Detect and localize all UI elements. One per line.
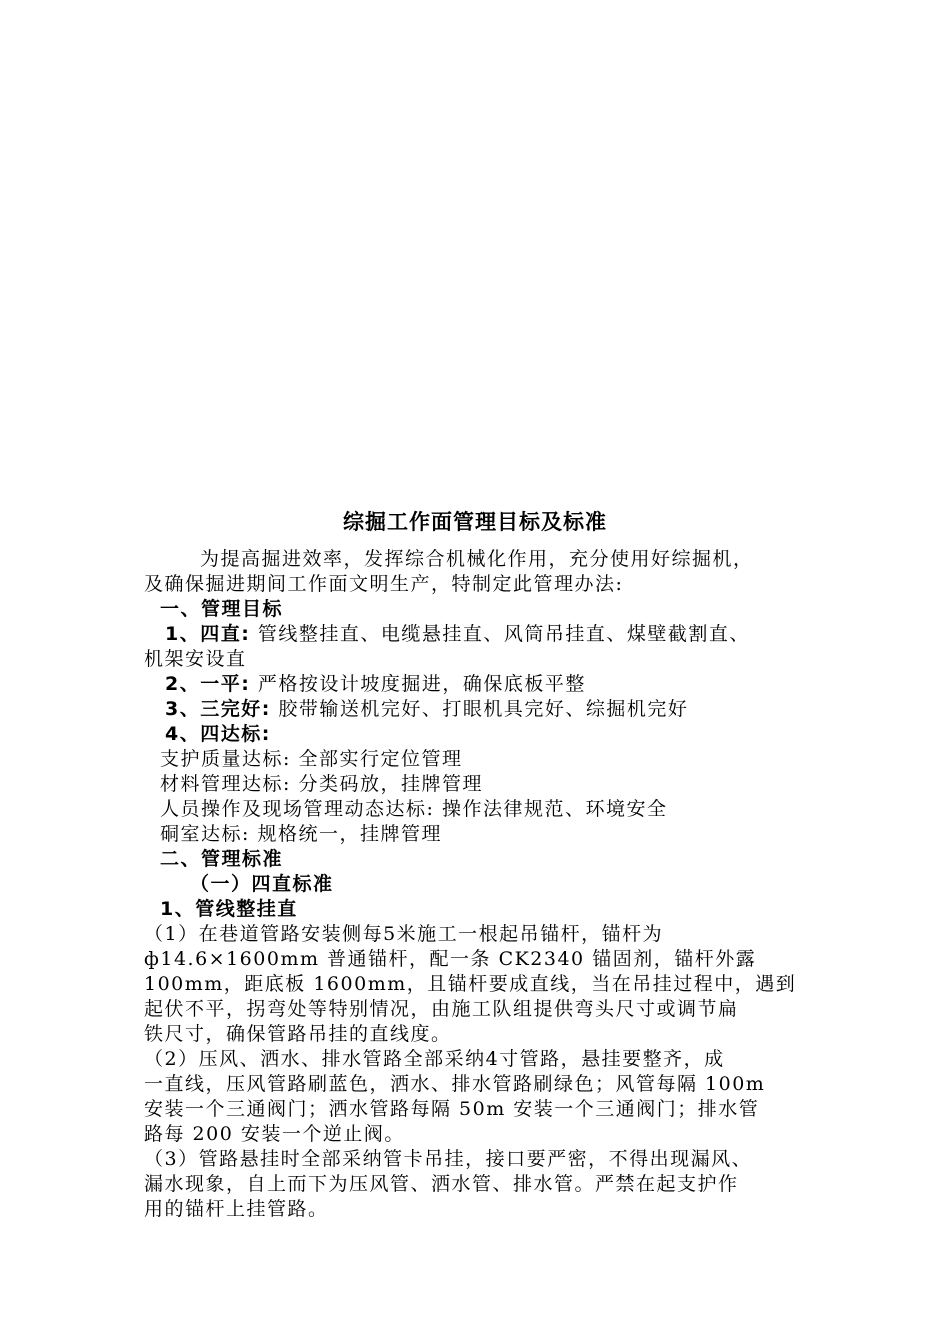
- target-item-3-text: 胶带输送机完好、打眼机具完好、综掘机完好: [278, 698, 689, 720]
- target-item-3: [165, 697, 688, 722]
- intro-line-1: 为提高掘进效率，发挥综合机械化作用，充分使用好综掘机，: [200, 548, 754, 570]
- target-item-3-label: 3、三完好:: [165, 698, 271, 720]
- para2-line-3: 安装一个三通阀门；洒水管路每隔 50m 安装一个三通阀门；排水管: [144, 1098, 760, 1120]
- para3-line-2: 漏水现象，自上而下为压风管、洒水管、排水管。严禁在起支护作: [144, 1173, 739, 1195]
- para2-line-4: 路每 200 安装一个逆止阀。: [144, 1123, 405, 1145]
- standard-line-4: 硐室达标: 规格统一，挂牌管理: [160, 823, 442, 845]
- para1-line-5: 铁尺寸，确保管路吊挂的直线度。: [144, 1023, 452, 1045]
- para1-line-2: ф14.6×1600mm 普通锚杆，配一条 CK2340 锚固剂，锚杆外露: [144, 948, 757, 970]
- para1-line-4: 起伏不平，拐弯处等特别情况，由施工队组提供弯头尺寸或调节扁: [144, 998, 739, 1020]
- para1-line-3: 100mm，距底板 1600mm，且锚杆要成直线，当在吊挂过程中，遇到: [144, 973, 797, 995]
- target-item-1-label: 1、四直:: [165, 623, 251, 645]
- para3-line-3: 用的锚杆上挂管路。: [144, 1198, 329, 1220]
- standard-line-3: 人员操作及现场管理动态达标: 操作法律规范、环境安全: [160, 798, 668, 820]
- target-item-2-text: 严格按设计坡度掘进，确保底板平整: [257, 673, 586, 695]
- target-item-1-continued: 机架安设直: [144, 648, 247, 670]
- target-item-4-label: 4、四达标:: [165, 723, 271, 745]
- section2-heading: 二、管理标准: [160, 848, 284, 870]
- target-item-1: [165, 622, 750, 647]
- target-item-1-text: 管线整挂直、电缆悬挂直、风筒吊挂直、煤壁截割直、: [257, 623, 750, 645]
- para2-line-2: 一直线，压风管路刷蓝色，洒水、排水管路刷绿色；风管每隔 100m: [144, 1073, 766, 1095]
- standard-line-1: 支护质量达标: 全部实行定位管理: [160, 748, 463, 770]
- para2-line-1: （2）压风、洒水、排水管路全部采纳4寸管路，悬挂要整齐，成: [144, 1048, 725, 1070]
- section2-item-heading: 1、管线整挂直: [160, 898, 298, 920]
- para3-line-1: （3）管路悬挂时全部采纳管卡吊挂，接口要严密，不得出现漏风、: [144, 1148, 753, 1170]
- section1-heading: 一、管理目标: [160, 598, 284, 620]
- para1-line-1: （1）在巷道管路安装侧每5米施工一根起吊锚杆，锚杆为: [144, 923, 664, 945]
- target-item-2-label: 2、一平:: [165, 673, 251, 695]
- document-title: 综掘工作面管理目标及标准: [343, 510, 607, 534]
- intro-line-2: 及确保掘进期间工作面文明生产，特制定此管理办法:: [144, 573, 624, 595]
- target-item-2: [165, 672, 586, 697]
- standard-line-2: 材料管理达标: 分类码放，挂牌管理: [160, 773, 483, 795]
- section2-subheading: （一）四直标准: [190, 873, 334, 895]
